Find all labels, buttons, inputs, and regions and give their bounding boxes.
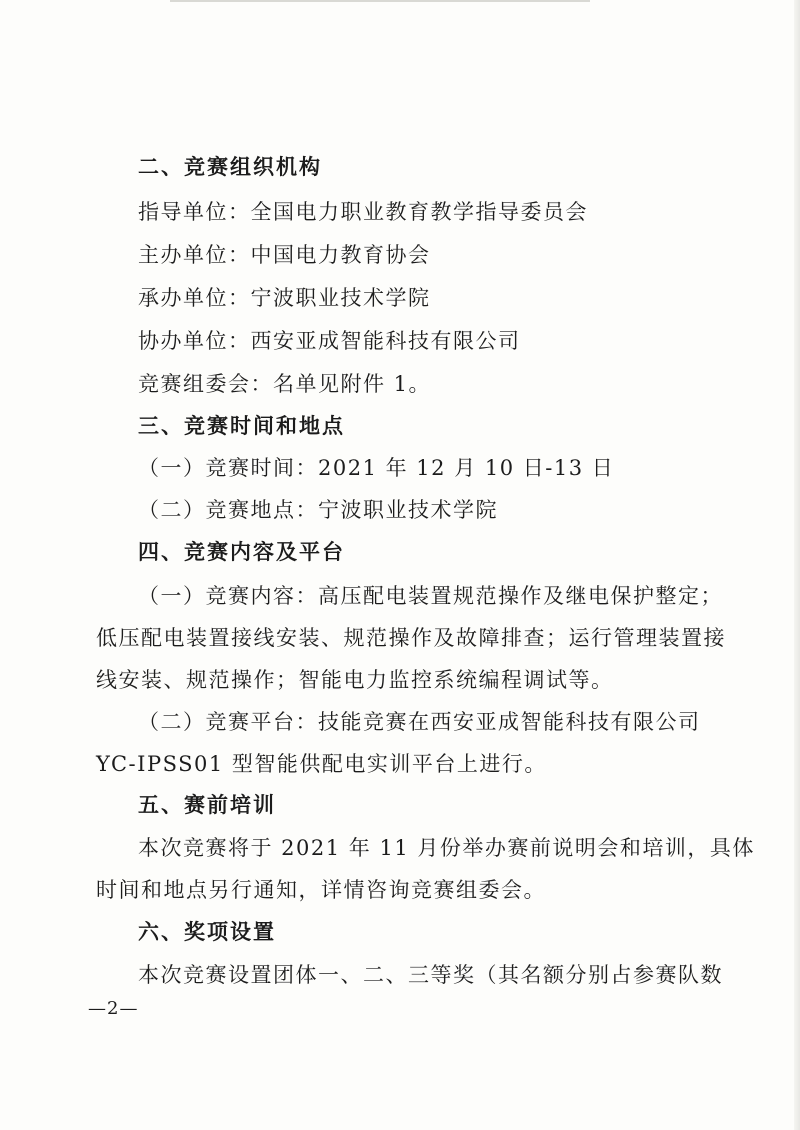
organizing-committee: 竞赛组委会：名单见附件 1。	[138, 372, 432, 396]
competition-location: （二）竞赛地点：宁波职业技术学院	[138, 498, 498, 522]
training-line-2: 时间和地点另行通知，详情咨询竞赛组委会。	[96, 878, 546, 902]
section-2-heading: 二、竞赛组织机构	[138, 154, 322, 179]
section-6-heading: 六、奖项设置	[138, 919, 276, 944]
training-line-1: 本次竞赛将于 2021 年 11 月份举办赛前说明会和培训，具体	[138, 836, 755, 860]
organizer-unit: 承办单位：宁波职业技术学院	[138, 286, 431, 310]
page-number: —2—	[88, 998, 139, 1019]
section-5-heading: 五、赛前培训	[138, 792, 276, 817]
platform-line-2: YC-IPSS01 型智能供配电实训平台上进行。	[96, 752, 547, 776]
host-unit: 主办单位：中国电力教育协会	[138, 243, 431, 267]
competition-time: （一）竞赛时间：2021 年 12 月 10 日-13 日	[138, 456, 615, 480]
scan-edge	[794, 0, 800, 1130]
awards-line-1: 本次竞赛设置团体一、二、三等奖（其名额分别占参赛队数	[138, 963, 723, 987]
platform-line-1: （二）竞赛平台：技能竞赛在西安亚成智能科技有限公司	[138, 710, 701, 734]
content-line-2: 低压配电装置接线安装、规范操作及故障排查；运行管理装置接	[96, 626, 726, 650]
section-3-heading: 三、竞赛时间和地点	[138, 413, 345, 438]
content-line-1: （一）竞赛内容：高压配电装置规范操作及继电保护整定；	[138, 584, 723, 608]
scan-mark	[170, 0, 590, 2]
section-4-heading: 四、竞赛内容及平台	[138, 539, 345, 564]
guidance-unit: 指导单位：全国电力职业教育教学指导委员会	[138, 200, 588, 224]
co-organizer-unit: 协办单位：西安亚成智能科技有限公司	[138, 329, 521, 353]
content-line-3: 线安装、规范操作；智能电力监控系统编程调试等。	[96, 668, 614, 692]
